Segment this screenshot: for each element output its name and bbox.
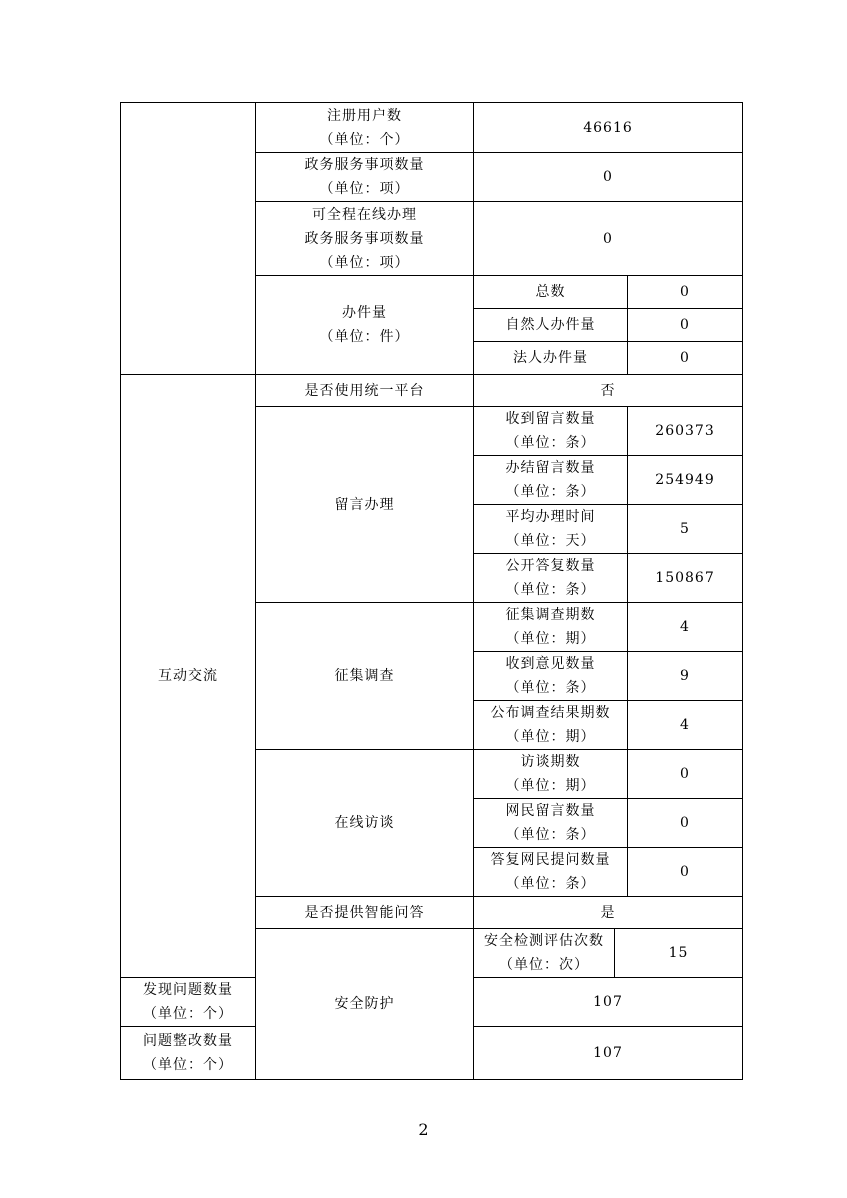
sub-label: 法人办件量 xyxy=(474,342,628,375)
sub-value: 0 xyxy=(628,799,743,848)
sub-label: 收到意见数量 （单位：条） xyxy=(474,652,628,701)
row-value: 46616 xyxy=(474,103,743,153)
sub-label: 总数 xyxy=(474,276,628,309)
group-label-messages: 留言办理 xyxy=(256,407,474,603)
sub-label: 答复网民提问数量 （单位：条） xyxy=(474,848,628,897)
sub-value: 0 xyxy=(628,276,743,309)
sub-label: 公布调查结果期数 （单位：期） xyxy=(474,701,628,750)
section-label-interaction: 互动交流 xyxy=(121,375,256,978)
sub-value: 5 xyxy=(628,505,743,554)
sub-label: 访谈期数 （单位：期） xyxy=(474,750,628,799)
sub-value: 0 xyxy=(628,750,743,799)
sub-label: 办结留言数量 （单位：条） xyxy=(474,456,628,505)
row-label: 问题整改数量 （单位：个） xyxy=(121,1027,256,1080)
sub-label: 平均办理时间 （单位：天） xyxy=(474,505,628,554)
sub-value: 254949 xyxy=(628,456,743,505)
sub-label: 公开答复数量 （单位：条） xyxy=(474,554,628,603)
row-value: 107 xyxy=(474,978,743,1027)
sub-value: 260373 xyxy=(628,407,743,456)
sub-value: 150867 xyxy=(628,554,743,603)
table-row xyxy=(121,375,743,407)
sub-value: 4 xyxy=(628,701,743,750)
row-label: 是否使用统一平台 xyxy=(256,375,474,407)
row-value: 15 xyxy=(615,929,743,978)
row-label: 可全程在线办理 政务服务事项数量 （单位：项） xyxy=(256,202,474,276)
sub-value: 4 xyxy=(628,603,743,652)
row-value: 107 xyxy=(474,1027,743,1080)
row-value: 是 xyxy=(474,897,743,929)
sub-label: 网民留言数量 （单位：条） xyxy=(474,799,628,848)
row-label: 注册用户数 （单位：个） xyxy=(256,103,474,153)
row-label: 政务服务事项数量 （单位：项） xyxy=(256,153,474,202)
sub-label: 自然人办件量 xyxy=(474,309,628,342)
row-label: 是否提供智能问答 xyxy=(256,897,474,929)
row-label: 办件量 （单位：件） xyxy=(256,276,474,375)
row-value: 否 xyxy=(474,375,743,407)
sub-value: 0 xyxy=(628,309,743,342)
row-label: 发现问题数量 （单位：个） xyxy=(121,978,256,1027)
row-value: 0 xyxy=(474,153,743,202)
statistics-table xyxy=(120,102,743,1080)
sub-label: 收到留言数量 （单位：条） xyxy=(474,407,628,456)
sub-label: 征集调查期数 （单位：期） xyxy=(474,603,628,652)
sub-value: 0 xyxy=(628,342,743,375)
group-label-surveys: 征集调查 xyxy=(256,603,474,750)
row-value: 0 xyxy=(474,202,743,276)
section-label-security: 安全防护 xyxy=(256,929,474,1080)
group-label-interviews: 在线访谈 xyxy=(256,750,474,897)
sub-value: 9 xyxy=(628,652,743,701)
row-label: 安全检测评估次数 （单位：次） xyxy=(474,929,615,978)
page-number: 2 xyxy=(418,1120,429,1139)
sub-value: 0 xyxy=(628,848,743,897)
table-row xyxy=(121,103,743,153)
section-cell-empty xyxy=(121,103,256,375)
